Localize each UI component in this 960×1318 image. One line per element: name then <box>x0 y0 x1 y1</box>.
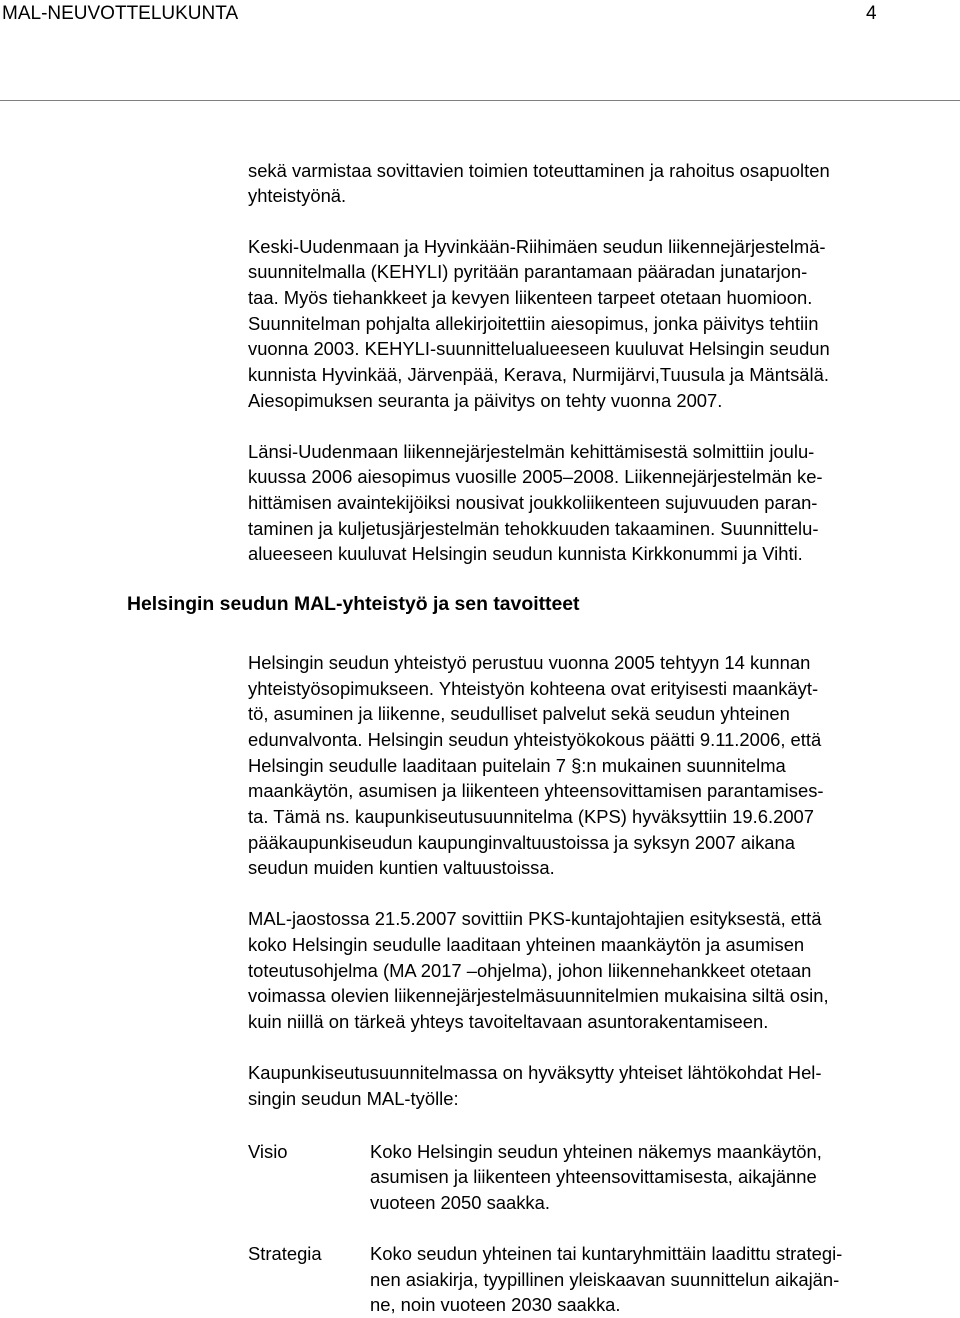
text-line: taa. Myös tiehankkeet ja kevyen liikenteen tarpeet otetaan huomioon. <box>248 287 813 308</box>
text-line: alueeseen kuuluvat Helsingin seudun kunnista Kirkkonummi ja Vihti. <box>248 543 803 564</box>
text-line: singin seudun MAL-työlle: <box>248 1088 459 1109</box>
text-line: yhteistyönä. <box>248 185 347 206</box>
definition-term: Visio <box>248 1141 288 1162</box>
definition-text: Koko Helsingin seudun yhteinen näkemys maankäytön, <box>370 1141 822 1162</box>
text-line: Länsi-Uudenmaan liikennejärjestelmän kehittämisestä solmittiin joulu- <box>248 441 815 462</box>
text-line: voimassa olevien liikennejärjestelmäsuunnitelmien mukaisina siltä osin, <box>248 985 829 1006</box>
section-heading: Helsingin seudun MAL-yhteistyö ja sen tavoitteet <box>127 593 580 615</box>
text-line: suunnitelmalla (KEHYLI) pyritään parantamaan pääradan junatarjon- <box>248 261 808 282</box>
text-line: hittämisen avaintekijöiksi nousivat joukkoliikenteen sujuvuuden paran- <box>248 492 818 513</box>
text-line: seudun muiden kuntien valtuustoissa. <box>248 857 555 878</box>
text-line: pääkaupunkiseudun kaupunginvaltuustoissa ja syksyn 2007 aikana <box>248 832 795 853</box>
text-line: Helsingin seudulle laaditaan puitelain 7 §:n mukainen suunnitelma <box>248 755 786 776</box>
text-line: tö, asuminen ja liikenne, seudulliset palvelut sekä seudun yhteinen <box>248 703 790 724</box>
text-line: Kaupunkiseutusuunnitelmassa on hyväksytty yhteiset lähtökohdat Hel- <box>248 1062 822 1083</box>
text-line: taminen ja kuljetusjärjestelmän tehokkuuden takaaminen. Suunnittelu- <box>248 518 819 539</box>
header-divider <box>0 100 960 101</box>
text-line: vuonna 2003. KEHYLI-suunnittelualueeseen kuuluvat Helsingin seudun <box>248 338 830 359</box>
definition-text: Koko seudun yhteinen tai kuntaryhmittäin laadittu strategi- <box>370 1243 843 1264</box>
text-line: MAL-jaostossa 21.5.2007 sovittiin PKS-kuntajohtajien esityksestä, että <box>248 908 822 929</box>
text-line: yhteistyösopimukseen. Yhteistyön kohteena ovat erityisesti maankäyt- <box>248 678 819 699</box>
text-line: Suunnitelman pohjalta allekirjoitettiin aiesopimus, jonka päivitys tehtiin <box>248 313 819 334</box>
text-line: edunvalvonta. Helsingin seudun yhteistyökokous päätti 9.11.2006, että <box>248 729 822 750</box>
text-line: kuussa 2006 aiesopimus vuosille 2005–2008. Liikennejärjestelmän ke- <box>248 466 823 487</box>
definition-text: vuoteen 2050 saakka. <box>370 1192 550 1213</box>
definition-text: nen asiakirja, tyypillinen yleiskaavan suunnittelun aikajän- <box>370 1269 840 1290</box>
document-title: MAL-NEUVOTTELUKUNTA <box>2 3 239 24</box>
definition-text: asumisen ja liikenteen yhteensovittamisesta, aikajänne <box>370 1166 817 1187</box>
page-header <box>0 2 960 26</box>
text-line: toteutusohjelma (MA 2017 –ohjelma), johon liikennehankkeet otetaan <box>248 960 812 981</box>
text-line: kuin niillä on tärkeä yhteys tavoiteltavaan asuntorakentamiseen. <box>248 1011 769 1032</box>
page-number: 4 <box>866 3 877 24</box>
text-line: Aiesopimuksen seuranta ja päivitys on tehty vuonna 2007. <box>248 390 723 411</box>
text-line: koko Helsingin seudulle laaditaan yhteinen maankäytön ja asumisen <box>248 934 805 955</box>
text-line: Keski-Uudenmaan ja Hyvinkään-Riihimäen seudun liikennejärjestelmä- <box>248 236 826 257</box>
text-line: sekä varmistaa sovittavien toimien toteuttaminen ja rahoitus osapuolten <box>248 160 830 181</box>
text-line: Helsingin seudun yhteistyö perustuu vuonna 2005 tehtyyn 14 kunnan <box>248 652 811 673</box>
text-line: maankäytön, asumisen ja liikenteen yhteensovittamisen parantamises- <box>248 780 824 801</box>
definition-text: ne, noin vuoteen 2030 saakka. <box>370 1294 621 1315</box>
definition-term: Strategia <box>248 1243 322 1264</box>
text-line: ta. Tämä ns. kaupunkiseutusuunnitelma (KPS) hyväksyttiin 19.6.2007 <box>248 806 814 827</box>
text-line: kunnista Hyvinkää, Järvenpää, Kerava, Nurmijärvi,Tuusula ja Mäntsälä. <box>248 364 829 385</box>
